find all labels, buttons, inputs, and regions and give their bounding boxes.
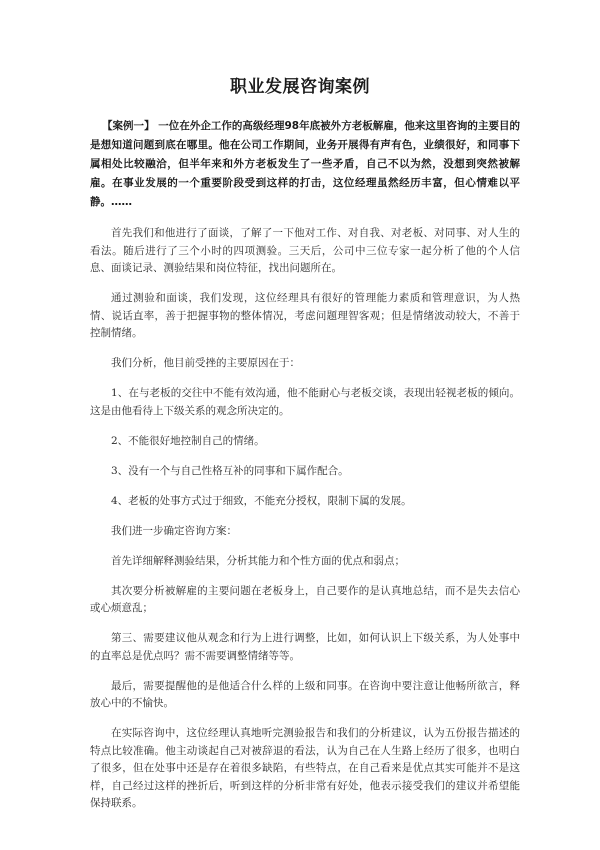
case-intro-text: 一位在外企工作的高级经理98年底被外方老板解雇，他来这里咨询的主要目的是想知道问题到底在哪里。他在公司工作期间，业务开展得有声有色，业绩很好，和同事下属相处比较融洽，但半年来和外方老板发生了一些矛盾，自己不以为然，没想到突然被解雇。在事业发展的一个重要阶段受到这样的打击，这位经理虽然经历丰富，但心情难以平静。……	[90, 120, 520, 208]
paragraph: 在实际咨询中，这位经理认真地听完测验报告和我们的分析建议，认为五份报告描述的特点比较准确。他主动谈起自己对被辞退的看法，认为自己在人生路上经历了很多，也明白了很多，但在处事中还是存在着很多缺陷，有些特点，在自己看来是优点其实可能并不是这样，自己经过这样的挫折后，听到这样的分析非常有好处，他表示接受我们的建议并希望能保持联系。	[90, 727, 520, 809]
paragraph: 通过测验和面谈，我们发现，这位经理具有很好的管理能力素质和管理意识，为人热情、说话直率，善于把握事物的整体情况，考虑问题理智客观；但是情绪波动较大，不善于控制情绪。	[90, 292, 520, 339]
paragraph: 首先我们和他进行了面谈，了解了一下他对工作、对自我、对老板、对同事、对人生的看法。随后进行了三个小时的四项测验。三天后，公司中三位专家一起分析了他的个人信息、面谈记录、测验结果和岗位特征，找出问题所在。	[90, 227, 520, 274]
paragraph: 第三、需要建议他从观念和行为上进行调整，比如，如何认识上下级关系，为人处事中的直率总是优点吗？需不需要调整情绪等等。	[90, 632, 520, 662]
paragraph: 其次要分析被解雇的主要问题在老板身上，自己要作的是认真地总结，而不是失去信心或心烦意乱；	[90, 584, 520, 614]
list-item: 2、不能很好地控制自己的情绪。	[111, 434, 265, 447]
body-text	[90, 225, 520, 825]
list-item: 4、老板的处事方式过于细致，不能充分授权，限制下属的发展。	[111, 494, 412, 507]
paragraph: 我们分析，他目前受挫的主要原因在于：	[111, 357, 300, 369]
page-title: 职业发展咨询案例	[230, 77, 370, 97]
list-item: 3、没有一个与自己性格互补的同事和下属作配合。	[111, 464, 349, 477]
case-label: 【案例一】	[102, 120, 155, 132]
list-item: 1、在与老板的交往中不能有效沟通，他不能耐心与老板交谈，表现出轻视老板的倾向。这是由他看待上下级关系的观念所决定的。	[90, 387, 520, 417]
paragraph: 最后，需要提醒他的是他适合什么样的上级和同事。在咨询中要注意让他畅所欲言，释放心中的不愉快。	[90, 679, 520, 709]
paragraph: 我们进一步确定咨询方案：	[111, 524, 237, 537]
paragraph: 首先详细解释测验结果，分析其能力和个性方面的优点和弱点；	[111, 554, 405, 567]
case-intro	[90, 117, 520, 212]
